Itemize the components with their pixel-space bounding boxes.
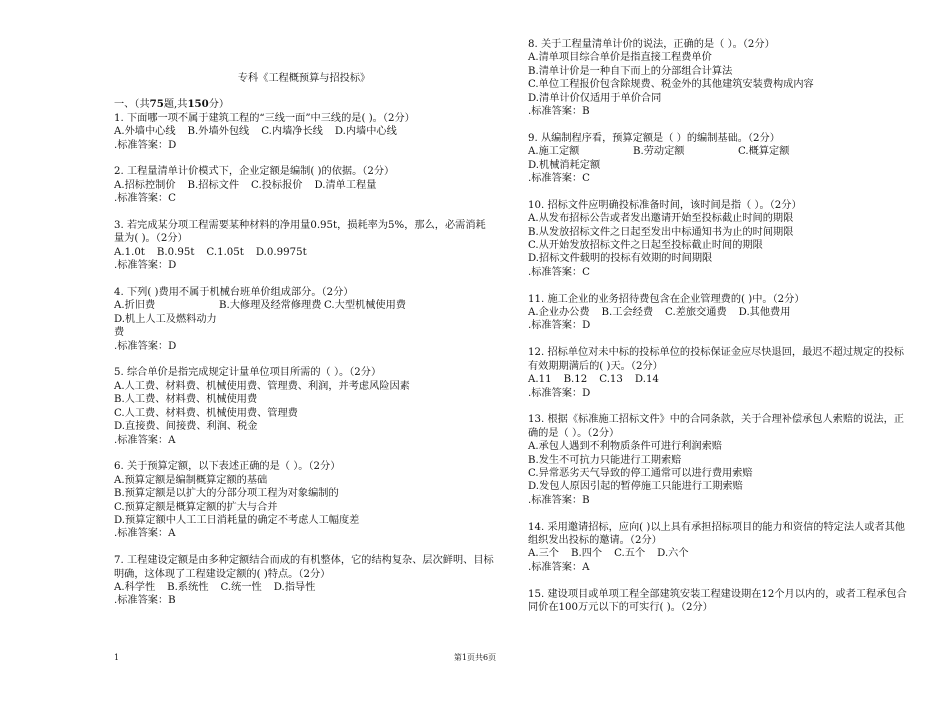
answer-text: .标准答案：C	[114, 193, 176, 205]
option-item: B.劳动定额	[633, 146, 685, 158]
option-item: D.清单工程量	[314, 179, 377, 191]
option-item: C.差旅交通费	[665, 307, 727, 319]
option-item: D.发包人原因引起的暂停施工只能进行工期索赔	[528, 481, 743, 493]
footer-page-info: 第1页共6页	[453, 653, 497, 662]
question-stem: 6. 关于预算定额，以下表述正确的是（ ）。（2分）	[114, 461, 341, 473]
option-item: C.统一性	[220, 581, 262, 593]
question-stem: 5. 综合单价是指完成规定计量单位项目所需的（ ）。（2分）	[114, 367, 382, 379]
option-item: D.机上人工及燃料动力费	[114, 313, 217, 339]
option-item: D.六个	[657, 548, 689, 560]
option-list	[114, 246, 494, 259]
option-item: A.1.0t	[114, 246, 145, 258]
option-item: C.预算定额是概算定额的扩大与合并	[114, 501, 278, 513]
question-item	[114, 460, 494, 540]
option-list	[114, 299, 494, 339]
option-item: C.五个	[614, 548, 646, 560]
question-stem: 1. 下面哪一项不属于建筑工程的“三线一面”中三线的是( )。（2分）	[114, 112, 415, 124]
section-prefix: 一、（共	[114, 99, 150, 111]
option-item: A.折旧费	[114, 300, 156, 312]
option-item: C.异常恶劣天气导致的停工通常可以进行费用索赔	[528, 467, 753, 479]
option-item: D.14	[634, 374, 659, 386]
question-stem: 3. 若完成某分项工程需要某种材料的净用量0.95t，损耗率为5%，那么，必需消耗量为( )。（2分）	[114, 220, 486, 245]
option-item: B.人工费、材料费、机械使用费	[114, 394, 258, 406]
option-item: C.单位工程报价包含除规费、税金外的其他建筑安装费构成内容	[528, 79, 814, 91]
option-item: B.大修理及经常修理费	[219, 300, 322, 312]
option-item: A.三个	[528, 548, 559, 560]
question-stem: 9. 从编制程序看，预算定额是（ ）的编制基础。（2分）	[528, 132, 780, 144]
question-stem: 4. 下列( )费用不属于机械台班单价组成部分。（2分）	[114, 287, 354, 299]
question-item	[528, 132, 908, 186]
answer-text: .标准答案：B	[528, 106, 590, 118]
option-list	[114, 581, 494, 594]
question-item	[528, 413, 908, 507]
option-item: D.清单计价仅适用于单价合同	[528, 92, 662, 104]
option-item: B.12	[563, 374, 588, 386]
answer-text: .标准答案：A	[114, 434, 176, 446]
section-header	[114, 98, 494, 111]
question-item	[114, 366, 494, 446]
option-item: B.0.95t	[156, 246, 195, 258]
section-suffix: 分）	[208, 99, 230, 111]
answer-text: .标准答案：D	[528, 387, 591, 399]
option-item: A.清单项目综合单价是指直接工程费单价	[528, 52, 712, 64]
option-list	[114, 125, 494, 138]
option-item: D.招标文件载明的投标有效期的时间期限	[528, 253, 713, 265]
answer-text: .标准答案：B	[528, 494, 590, 506]
option-item: D.0.9975t	[255, 246, 307, 258]
option-item: B.四个	[570, 548, 603, 560]
document-title: 专科《工程概预算与招投标》	[237, 73, 371, 84]
question-item	[528, 199, 908, 279]
answer-text: .标准答案：D	[114, 139, 177, 151]
question-item	[528, 293, 908, 333]
question-item	[528, 521, 908, 575]
option-list	[114, 380, 494, 434]
option-item: A.招标控制价	[114, 179, 176, 191]
section-points: 150	[187, 98, 209, 111]
option-item: B.招标文件	[187, 179, 240, 191]
answer-text: .标准答案：A	[528, 561, 590, 573]
option-item: C.概算定额	[738, 146, 790, 158]
option-item: A.施工定额	[528, 146, 580, 158]
answer-text: .标准答案：A	[114, 528, 176, 540]
option-item: B.从发放招标文件之日起至发出中标通知书为止的时间期限	[528, 226, 794, 238]
option-item: C.13	[599, 374, 623, 386]
question-item	[114, 219, 494, 273]
option-item: C.1.05t	[206, 246, 244, 258]
option-item: A.外墙中心线	[114, 126, 176, 138]
question-item	[528, 346, 908, 400]
question-item	[114, 165, 494, 205]
option-item: A.预算定额是编制概算定额的基础	[114, 474, 268, 486]
option-item: C.投标报价	[251, 179, 303, 191]
option-item: B.工会经费	[601, 307, 654, 319]
question-item	[114, 112, 494, 152]
left-question-list	[114, 112, 494, 608]
option-list	[114, 474, 494, 528]
answer-text: .标准答案：C	[528, 266, 590, 278]
option-item: D.机械消耗定额	[528, 159, 601, 171]
question-stem: 8. 关于工程量清单计价的说法，正确的是（ ）。（2分）	[528, 39, 775, 50]
option-item: B.预算定额是以扩大的分部分项工程为对象编制的	[114, 488, 339, 500]
option-item: A.承包人遇到不利物质条件可进行利润索赔	[528, 441, 722, 453]
option-item: B.外墙外包线	[187, 126, 250, 138]
option-item: D.其他费用	[738, 307, 791, 319]
option-list	[528, 547, 908, 560]
question-stem: 15. 建设项目或单项工程全部建筑安装工程建设期在12个月以内的，或者工程承包合同价在100万元以下的可实行( )。（2分）	[528, 588, 907, 613]
option-item: D.直接费、间接费、利润、税金	[114, 421, 258, 433]
option-item: A.11	[528, 374, 552, 386]
question-item	[528, 38, 908, 118]
option-item: C.大型机械使用费	[324, 300, 406, 312]
option-item: A.企业办公费	[528, 307, 590, 319]
question-stem: 12. 招标单位对未中标的投标单位的投标保证金应尽快退回，最迟不超过规定的投标有效期期满后的( )天。（2分）	[528, 347, 904, 372]
option-item: A.从发布招标公告或者发出邀请开始至投标截止时间的期限	[528, 213, 794, 225]
option-item: C.人工费、材料费、机械使用费、管理费	[114, 407, 298, 419]
option-item: B.清单计价是一种自下而上的分部组合计算法	[528, 65, 733, 77]
answer-text: .标准答案：D	[114, 340, 177, 352]
option-list	[114, 179, 494, 192]
section-mid: 题,共	[163, 99, 188, 111]
option-list	[528, 373, 908, 386]
option-item: D.内墙中心线	[334, 126, 397, 138]
option-item: B.系统性	[167, 581, 209, 593]
answer-text: .标准答案：B	[114, 595, 176, 607]
answer-text: .标准答案：D	[528, 320, 591, 332]
option-list	[528, 145, 908, 172]
question-stem: 10. 招标文件应明确投标准备时间，该时间是指（ ）。（2分）	[528, 199, 802, 211]
question-stem: 13. 根据《标准施工招标文件》中的合同条款，关于合理补偿承包人索赔的说法，正确的是（ ）。（2分）	[528, 414, 904, 439]
option-item: C.内墙净长线	[261, 126, 323, 138]
section-count: 75	[149, 98, 164, 111]
option-item: B.发生不可抗力只能进行工期索赔	[528, 454, 682, 466]
option-item: D.预算定额中人工工日消耗量的确定不考虑人工幅度差	[114, 514, 360, 526]
option-list	[528, 51, 908, 105]
question-stem: 2. 工程量清单计价模式下，企业定额是编制( )的依据。（2分）	[114, 166, 395, 178]
footer-page-number: 1	[114, 653, 120, 662]
option-item: A.人工费、材料费、机械使用费、管理费、利润，并考虑风险因素	[114, 380, 410, 392]
option-item: C.从开始发放招标文件之日起至投标截止时间的期限	[528, 240, 763, 252]
question-stem: 14. 采用邀请招标，应向( )以上具有承担招标项目的能力和资信的特定法人或者其他组织发出投标的邀请。（2分）	[528, 521, 905, 546]
question-stem: 7. 工程建设定额是由多种定额结合而成的有机整体，它的结构复杂、层次鲜明、目标明确，这体现了工程建设定额的( )特点。（2分）	[114, 555, 494, 580]
question-item	[114, 554, 494, 608]
option-item: D.指导性	[273, 581, 316, 593]
right-question-list	[528, 38, 908, 614]
question-item	[528, 588, 908, 615]
answer-text: .标准答案：D	[114, 260, 177, 272]
question-item	[114, 286, 494, 353]
option-list	[528, 306, 908, 319]
right-column-content	[528, 38, 908, 628]
question-stem: 11. 施工企业的业务招待费包含在企业管理费的( )中。（2分）	[528, 293, 805, 305]
answer-text: .标准答案：C	[528, 173, 590, 185]
option-list	[528, 212, 908, 266]
option-item: A.科学性	[114, 581, 156, 593]
option-list	[528, 440, 908, 494]
left-column-content	[114, 72, 494, 621]
